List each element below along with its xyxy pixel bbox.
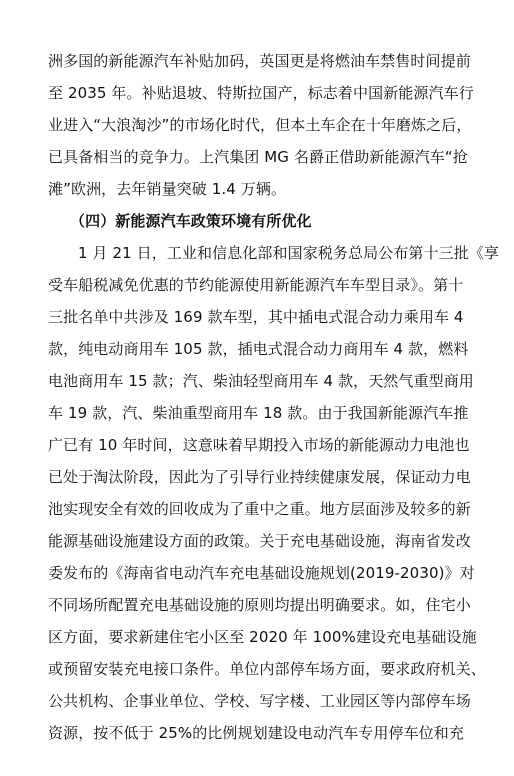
paragraph-line: 受车船税减免优惠的节约能源使用新能源汽车车型目录》。第十 [48, 276, 464, 294]
paragraph-line: 不同场所配置充电基础设施的原则均提出明确要求。如，住宅小 [48, 596, 471, 614]
paragraph-line: 车 19 款，汽、柴油重型商用车 18 款。由于我国新能源汽车推 [48, 404, 469, 422]
paragraph-line: 款，纯电动商用车 105 款，插电式混合动力商用车 4 款，燃料 [48, 340, 469, 358]
paragraph-line: 或预留安装充电接口条件。单位内部停车场方面，要求政府机关、 [48, 660, 486, 678]
paragraph-line: 公共机构、企事业单位、学校、写字楼、工业园区等内部停车场 [48, 692, 471, 710]
paragraph-line: 池实现安全有效的回收成为了重中之重。地方层面涉及较多的新 [48, 500, 471, 518]
paragraph-line: 滩”欧洲，去年销量突破 1.4 万辆。 [48, 180, 287, 198]
paragraph-line: 三批名单中共涉及 169 款车型，其中插电式混合动力乘用车 4 [48, 308, 464, 326]
section-heading: （四）新能源汽车政策环境有所优化 [70, 212, 312, 230]
paragraph-line: 委发布的《海南省电动汽车充电基础设施规划(2019-2030)》对 [48, 564, 475, 582]
paragraph-line: 区方面，要求新建住宅小区至 2020 年 100%建设充电基础设施 [48, 628, 477, 646]
paragraph-line: 至 2035 年。补贴退坡、特斯拉国产，标志着中国新能源汽车行 [48, 84, 474, 102]
paragraph-line: 资源，按不低于 25%的比例规划建设电动汽车专用停车位和充 [48, 724, 465, 742]
paragraph-line: 洲多国的新能源汽车补贴加码，英国更是将燃油车禁售时间提前 [48, 52, 471, 70]
paragraph-line: 1 月 21 日，工业和信息化部和国家税务总局公布第十三批《享 [78, 244, 500, 262]
paragraph-line: 已处于淘汰阶段，因此为了引导行业持续健康发展，保证动力电 [48, 468, 471, 486]
paragraph-line: 广已有 10 年时间，这意味着早期投入市场的新能源动力电池也 [48, 436, 470, 454]
paragraph-line: 已具备相当的竞争力。上汽集团 MG 名爵正借助新能源汽车“抢 [48, 148, 468, 166]
paragraph-line: 电池商用车 15 款；汽、柴油轻型商用车 4 款，天然气重型商用 [48, 372, 474, 390]
paragraph-line: 业进入“大浪淘沙”的市场化时代，但本土车企在十年磨炼之后， [48, 116, 472, 134]
paragraph-line: 能源基础设施建设方面的政策。关于充电基础设施，海南省发改 [48, 532, 471, 550]
